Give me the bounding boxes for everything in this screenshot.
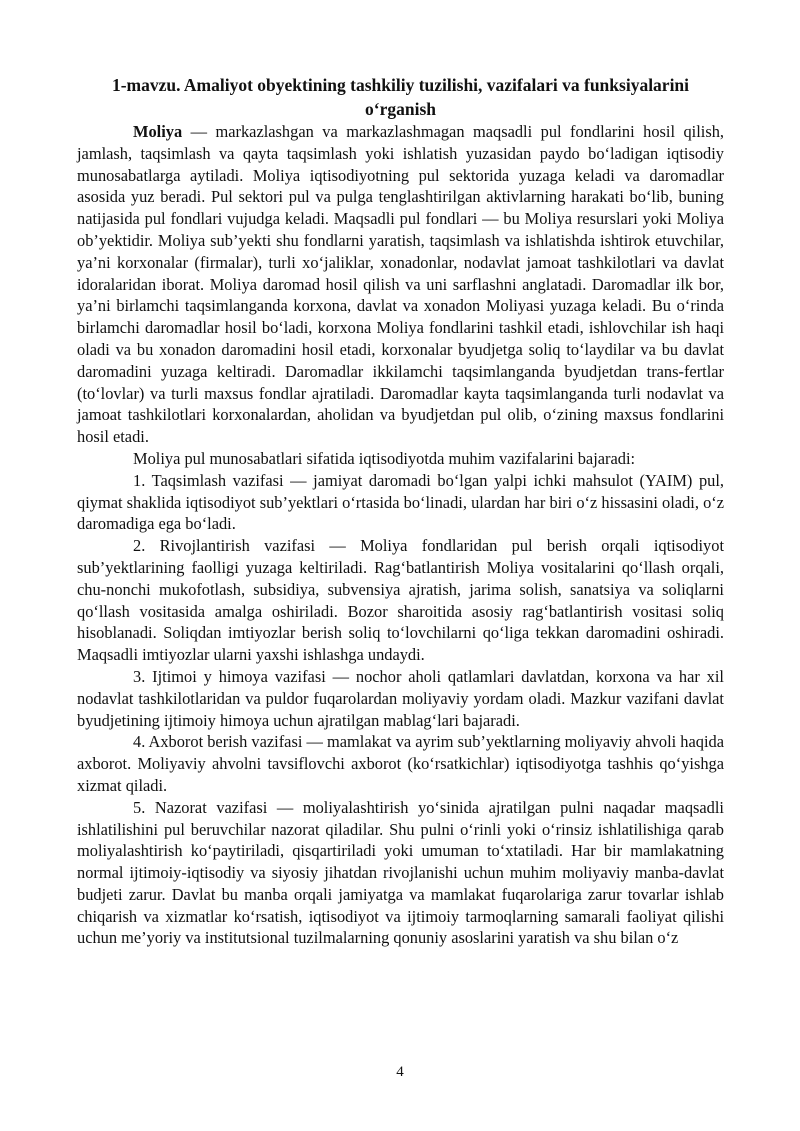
- paragraph-function-1: [77, 470, 724, 535]
- page-number: 4: [396, 1064, 404, 1080]
- paragraph-function-3: [77, 666, 724, 731]
- paragraph-function-2: [77, 535, 724, 666]
- paragraph-text: — markazlashgan va markazlashmagan maqsadli pul fondlarini hosil qilish, jamlash, taqsimlash va qayta taqsimlash yoki ishlatish yuzasidan paydo bo‘ladigan iqtisodiy munosabatlarga aytiladi. Moliya iqtisodiyotning pul sektorida yuzaga keladi va daromadlar asosida yuz beradi. Pul sektori pul va pulga tenglashtirilgan aktivlarning harakati bo‘lib, buning natijasida pul fondlari vujudga keladi. Maqsadli pul fondlari — bu Moliya resurslari yoki Moliya ob’yektidir. Moliya sub’yekti shu fondlarni yaratish, taqsimlash va ishlatishda ishtirok etuvchilar, ya’ni korxonalar (firmalar), turli xo‘jaliklar, xonadonlar, nodavlat jamoat tashkilotlari va davlat idoralaridan iborat. Moliya daromad hosil qilish va uni sarflashni anglatadi. Daromadlar ilk bor, ya’ni birlamchi taqsimlanganda korxona, davlat va xonadon Moliyasi yuzaga keladi. Bu o‘rinda birlamchi daromadlar hosil bo‘ladi, korxona Moliya fondlarini tashkil etadi, ishlovchilar ish haqi oladi va bu xonadon daromadini hosil etadi, korxonalar byudjetga soliq to‘laydilar va bu davlat daromadini yuzaga keltiradi. Daromadlar ikkilamchi taqsimlanganda byudjetdan trans-fertlar (to‘lovlar) va turli maxsus fondlar ajratiladi. Daromadlar kayta taqsimlanganda turli nodavlat va jamoat tashkilotlari korxonalardan, aholidan va byudjetdan pul olib, o‘zining maxsus fondlarini hosil etadi.: [77, 122, 724, 447]
- paragraph-definition: [77, 121, 724, 448]
- paragraph-intro-functions: [77, 448, 724, 470]
- paragraph-text: 5. Nazorat vazifasi — moliyalashtirish yo‘sinida ajratilgan pulni naqadar maqsadli ishlatilishini pul beruvchilar nazorat qiladilar. Shu pulni o‘rinli yoki o‘rinsiz ishlatilishiga qarab moliyalashtirish ko‘paytiriladi, qisqartiriladi yoki umuman to‘xtatiladi. Har bir mamlakatning normal ijtimoiy-iqtisodiy va siyosiy jihatdan rivojlanishi uchun muhim moliyaviy manba-davlat budjeti zarur. Davlat bu manba orqali jamiyatga va mamlakat fuqarolariga zarur tovarlar ishlab chiqarish va xizmatlar ko‘rsatish, iqtisodiyot va ijtimoiy tarmoqlarning samarali faoliyat qilishi uchun me’yoriy va institutsional tuzilmalarning qonuniy asoslarini yaratish va shu bilan o‘z: [77, 797, 724, 948]
- paragraph-text: 4. Axborot berish vazifasi — mamlakat va ayrim sub’yektlarning moliyaviy ahvoli haqida axborot. Moliyaviy ahvolni tavsiflovchi axborot (ko‘rsatkichlar) iqtisodiyotga tashhis qo‘yishga xizmat qiladi.: [77, 732, 724, 795]
- paragraph-text: 2. Rivojlantirish vazifasi — Moliya fondlaridan pul berish orqali iqtisodiyot sub’yektlarining faolligi yuzaga keltiriladi. Rag‘batlantirish Moliya vositalarini qo‘llash orqali, chu-nonchi mukofotlash, subsidiya, subvensiya ajratish, jarima solish, sanatsiya va soliqlarni qo‘llash vositasida amalga oshiriladi. Bozor sharoitida asosiy rag‘batlantirish vositasi soliq hisoblanadi. Soliqdan imtiyozlar berish soliq to‘lovchilarni qo‘liga tekkan daromadini oshiradi. Maqsadli imtiyozlar ularni yaxshi ishlashga undaydi.: [77, 536, 724, 665]
- paragraph-function-4: [77, 731, 724, 796]
- paragraph-text: Moliya pul munosabatlari sifatida iqtisodiyotda muhim vazifalarini bajaradi:: [133, 448, 636, 468]
- paragraph-function-5: [77, 797, 724, 950]
- paragraph-text: 3. Ijtimoi y himoya vazifasi — nochor aholi qatlamlari davlatdan, korxona va har xil nodavlat tashkilotlaridan va puldor fuqarolardan moliyaviy yordam oladi. Mazkur vazifani davlat byudjetining ijtimoiy himoya uchun ajratilgan mablag‘lari bajaradi.: [77, 666, 724, 730]
- paragraph-text: 1. Taqsimlash vazifasi — jamiyat daromadi bo‘lgan yalpi ichki mahsulot (YAIM) pul, qiymat shaklida iqtisodiyot sub’yektlari o‘rtasida bo‘linadi, ulardan har biri o‘z hissasini oladi, o‘z daromadiga ega bo‘ladi.: [77, 470, 724, 534]
- topic-title: 1-mavzu. Amaliyot obyektining tashkiliy tuzilishi, vazifalari va funksiyalarini o‘rganish: [111, 75, 690, 119]
- term-moliya: Moliya: [133, 122, 183, 141]
